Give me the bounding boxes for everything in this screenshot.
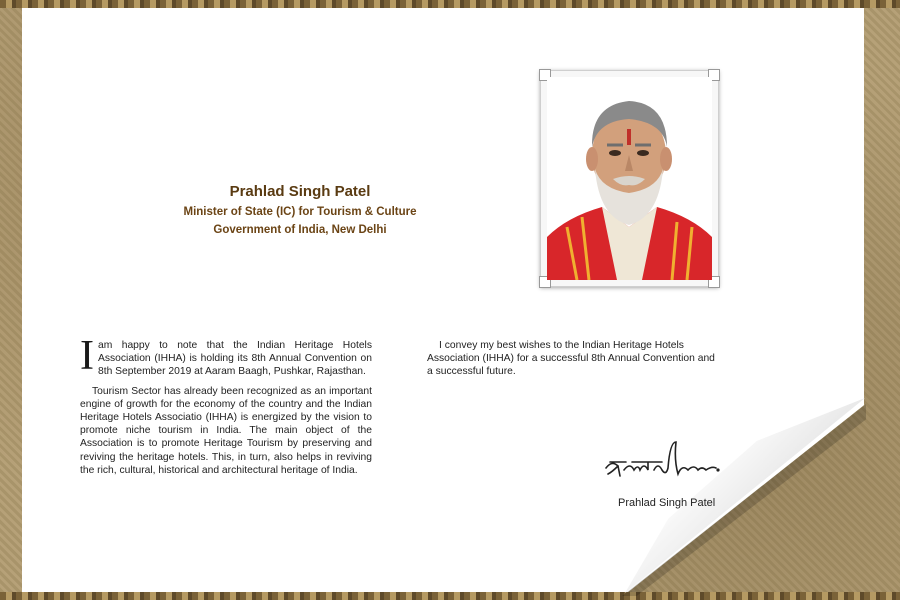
- author-name: Prahlad Singh Patel: [229, 183, 371, 200]
- portrait-photo: [547, 77, 712, 280]
- author-office: Government of India, New Delhi: [213, 224, 387, 236]
- portrait-illustration: [547, 77, 712, 280]
- signatory-name: Prahlad Singh Patel: [618, 497, 716, 509]
- handwritten-signature: [604, 440, 724, 490]
- author-header: [150, 183, 450, 242]
- decorative-border-bottom: [0, 592, 900, 600]
- message-page: [22, 8, 864, 592]
- portrait-frame: [540, 70, 719, 287]
- paragraph-text: am happy to note that the Indian Heritage Hotels Association (IHHA) is holding its 8th Annual Convention on 8th September 2019 at Aaram Baagh, Pushkar, Rajasthan.: [98, 340, 372, 378]
- message-column-left: [80, 333, 372, 483]
- author-designation: Minister of State (IC) for Tourism & Culture: [183, 206, 417, 218]
- paragraph: I convey my best wishes to the Indian Heritage Hotels Association (IHHA) for a successful 8th Annual Convention and a successful future.: [427, 340, 715, 378]
- paragraph: Tourism Sector has already been recognized as an important engine of growth for the economy of the country and the Indian Heritage Hotels Associatio (IHHA) is energized by the vision to promote niche tourism in India. The main object of the Association is to promote Heritage Tourism by preserving and reviving the heritage hotels. This, in turn, also helps in reviving the rich, cultural, historical and architectural heritage of India.: [80, 385, 372, 476]
- message-column-right: [427, 339, 722, 379]
- drop-cap: I: [80, 333, 94, 379]
- decorative-border-top: [0, 0, 900, 8]
- paragraph: [80, 333, 372, 379]
